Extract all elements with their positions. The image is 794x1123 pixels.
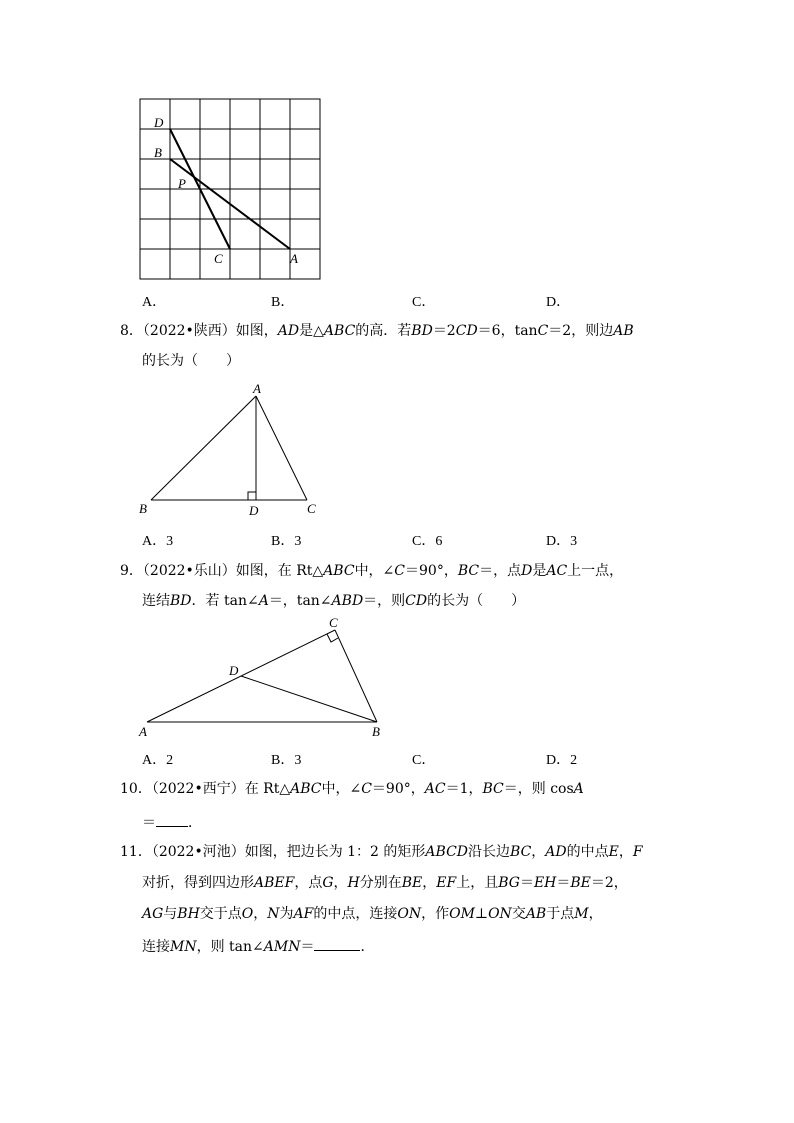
label-d: D [229, 663, 239, 678]
q9-stem-line2: 连结BD．若 tan∠A＝，tan∠ABD＝，则CD的长为（ ） [142, 593, 526, 609]
q9-option-d[interactable]: D．2 [546, 753, 578, 768]
label-p: P [178, 176, 186, 191]
q11-answer-blank[interactable] [314, 936, 360, 951]
q10-stem-line2: ＝ ． [142, 812, 202, 832]
label-c: C [214, 251, 223, 266]
label-b: B [372, 724, 380, 739]
q11-stem-line1: 11．（2022•河池）如图，把边长为 1：2 的矩形ABCD沿长边BC，AD的中点E，F [120, 844, 643, 860]
label-b: B [154, 145, 162, 160]
q10-stem-line1: 10．（2022•西宁）在 Rt△ABC中，∠C＝90°，AC＝1，BC＝，则 cosA [120, 781, 584, 797]
label-c: C [329, 615, 338, 630]
q9-option-b[interactable]: B．3 [271, 753, 302, 768]
label-a: A [139, 724, 147, 739]
q8-stem-line1: 8．（2022•陕西）如图，AD是△ABC的高．若BD＝2CD＝6，tanC＝2，则边AB [120, 323, 634, 339]
q9-option-c[interactable]: C． [412, 753, 436, 768]
q7-option-a[interactable]: A． [142, 295, 167, 310]
label-a: A [290, 251, 298, 266]
q11-stem-line2: 对折，得到四边形ABEF，点G，H分别在BE，EF上，且BG＝EH＝BE＝2， [142, 875, 628, 891]
q8-triangle-figure [135, 380, 335, 520]
q7-option-d[interactable]: D． [546, 295, 571, 310]
q8-option-c[interactable]: C．6 [412, 534, 443, 549]
q8-option-b[interactable]: B．3 [271, 534, 302, 549]
label-d: D [154, 115, 164, 130]
q9-option-a[interactable]: A．2 [142, 753, 174, 768]
q9-stem-line1: 9．（2022•乐山）如图，在 Rt△ABC中，∠C＝90°，BC＝，点D是AC上一点， [120, 563, 624, 579]
q11-stem-line4: 连接MN，则 tan∠AMN＝ ． [142, 936, 374, 956]
q10-answer-blank[interactable] [156, 812, 188, 827]
q9-triangle-figure [135, 612, 395, 747]
q8-stem-line2: 的长为（ ） [142, 353, 240, 369]
q7-grid-figure [130, 92, 330, 287]
q8-option-d[interactable]: D．3 [546, 534, 578, 549]
label-c: C [307, 501, 316, 516]
q11-stem-line3: AG与BH交于点O，N为AF的中点，连接ON，作OM⊥ON交AB于点M， [142, 906, 603, 922]
label-b: B [139, 501, 147, 516]
label-d: D [249, 503, 259, 518]
q7-option-c[interactable]: C． [412, 295, 436, 310]
q7-option-b[interactable]: B． [271, 295, 295, 310]
q8-option-a[interactable]: A．3 [142, 534, 174, 549]
label-a: A [253, 381, 261, 396]
